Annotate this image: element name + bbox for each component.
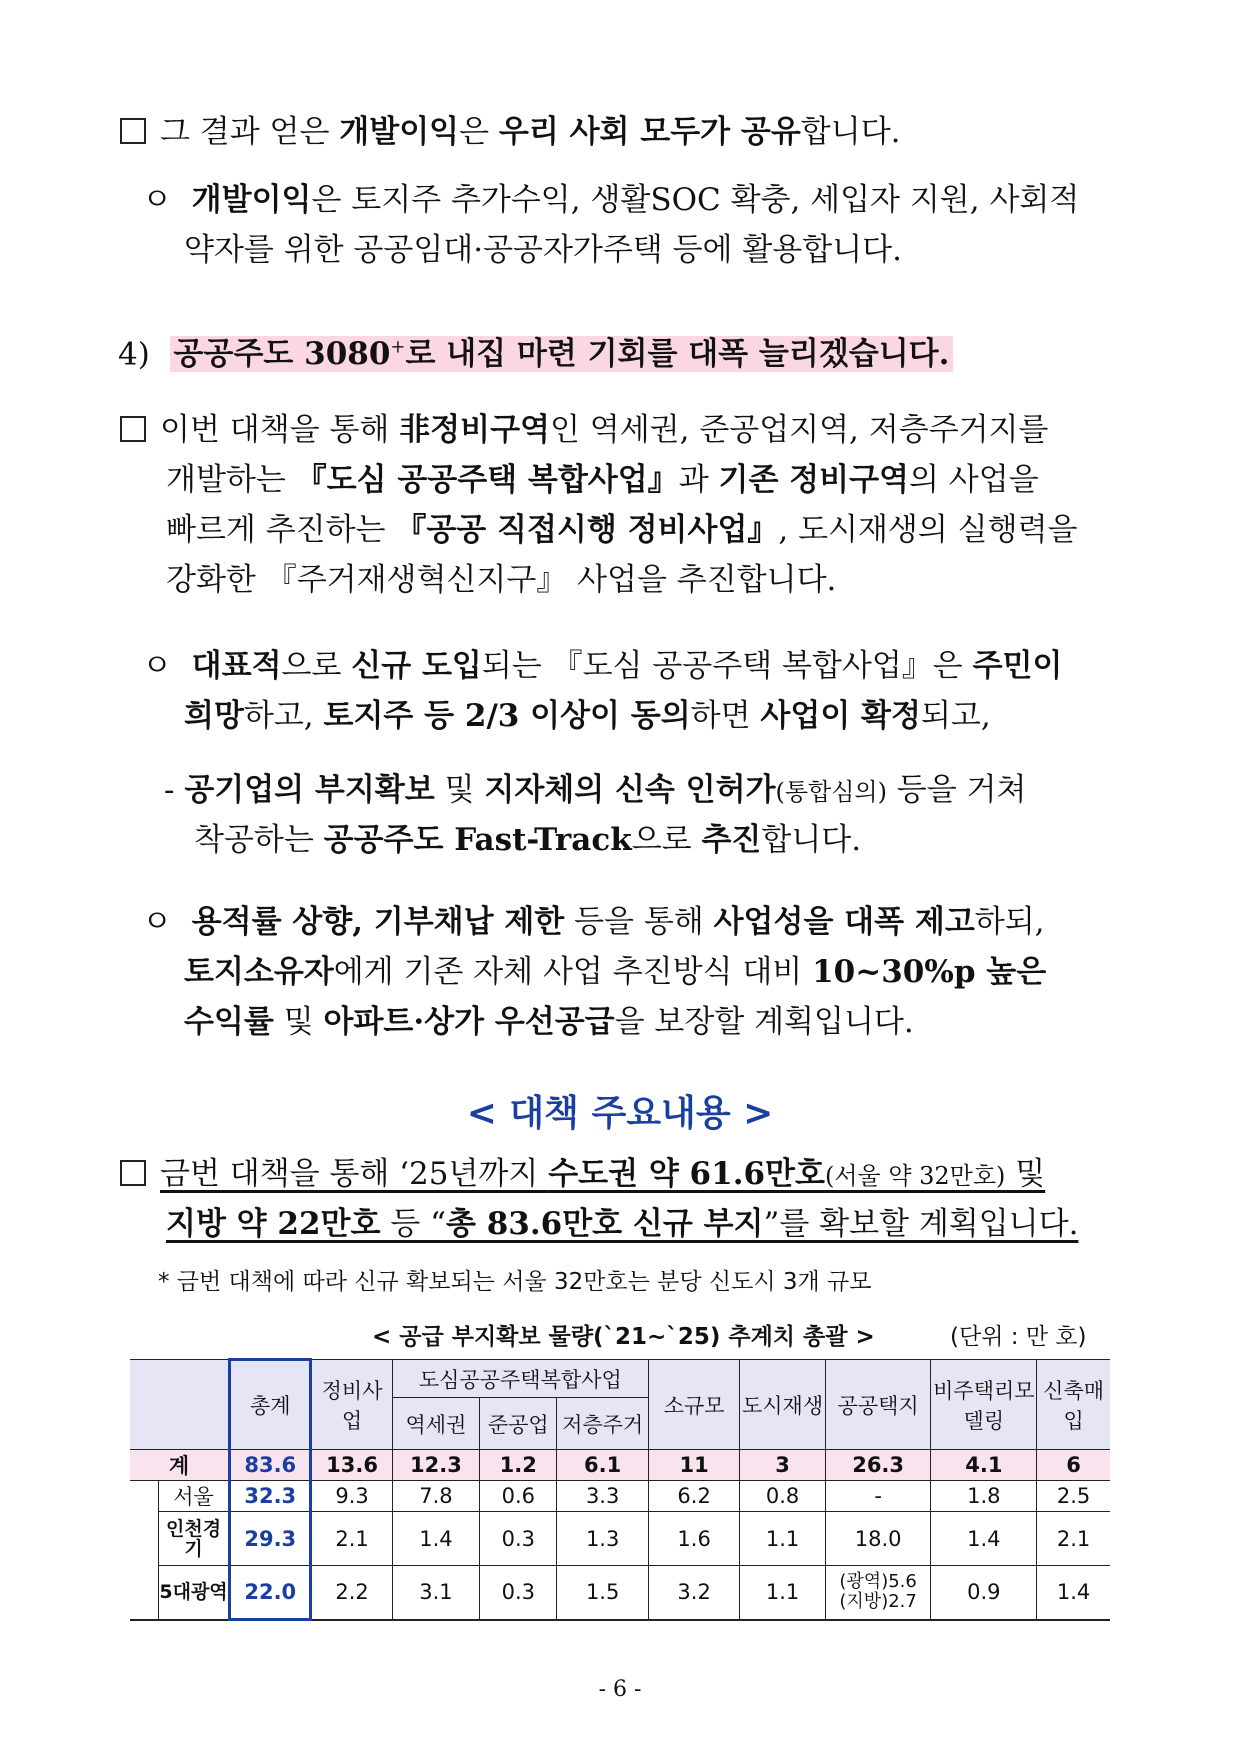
header-station: 역세권: [392, 1398, 479, 1450]
checkbox-square-icon: [120, 118, 146, 144]
heading-highlight: 공공주도 3080+로 내집 마련 기회를 대폭 늘리겠습니다.: [170, 336, 954, 372]
table-row-seoul: 서울 32.3 9.3 7.8 0.6 3.3 6.2 0.8 - 1.8 2.5: [130, 1481, 1110, 1512]
header-land: 공공택지: [825, 1360, 931, 1450]
paragraph-supply-l2: 지방 약 22만호 등 “총 83.6만호 신규 부지”를 확보할 계획입니다.: [166, 1206, 1079, 1242]
header-jungbi: 정비사업: [311, 1360, 392, 1450]
page-number: - 6 -: [598, 1677, 642, 1702]
paragraph-policy-l1: 이번 대책을 통해 非정비구역인 역세권, 준공업지역, 저층주거지를: [120, 410, 1048, 450]
paragraph-result: 그 결과 얻은 개발이익은 우리 사회 모두가 공유합니다.: [120, 112, 901, 152]
paragraph-policy-l3: 빠르게 추진하는 『공공 직접시행 정비사업』, 도시재생의 실행력을: [166, 512, 1078, 548]
header-total: 총계: [230, 1360, 311, 1450]
bullet-profitability-l2: 토지소유자에게 기존 자체 사업 추진방식 대비 10~30%p 높은: [184, 954, 1047, 990]
header-lowrise: 저층주거: [557, 1398, 648, 1450]
header-newbuy: 신축매입: [1037, 1360, 1110, 1450]
paragraph-policy-l2: 개발하는 『도심 공공주택 복합사업』과 기존 정비구역의 사업을: [166, 462, 1039, 498]
bullet-profitability-l3: 수익률 및 아파트·상가 우선공급을 보장할 계획입니다.: [184, 1004, 914, 1040]
table-row-metro: 5대광역 22.0 2.2 3.1 0.3 1.5 3.2 1.1 (광역)5.6 (지방)2.7 0.9 1.4: [130, 1566, 1110, 1620]
header-dosim: 도심공공주택복합사업: [392, 1360, 648, 1398]
header-blank: [130, 1360, 230, 1450]
dash-fast-track-l1: - 공기업의 부지확보 및 지자체의 신속 인허가(통합심의) 등을 거쳐: [164, 772, 1027, 808]
bullet-profitability-l1: ㅇ 용적률 상향, 기부채납 제한 등을 통해 사업성을 대폭 제고하되,: [142, 904, 1045, 940]
checkbox-square-icon: [120, 1160, 146, 1186]
paragraph-supply-l1: 금번 대책을 통해 ‘25년까지 수도권 약 61.6만호(서울 약 32만호) 및: [120, 1154, 1045, 1196]
bullet-profit-usage-line2: 약자를 위한 공공임대·공공자가주택 등에 활용합니다.: [184, 232, 902, 268]
table-unit: (단위 : 만 호): [950, 1324, 1087, 1350]
section-title: < 대책 주요내용 >: [466, 1093, 774, 1134]
header-small: 소규모: [648, 1360, 739, 1450]
paragraph-policy-l4: 강화한 『주거재생혁신지구』 사업을 추진합니다.: [166, 562, 837, 598]
footnote: * 금번 대책에 따라 신규 확보되는 서울 32만호는 분당 신도시 3개 규모: [158, 1269, 872, 1295]
bullet-new-project-l2: 희망하고, 토지주 등 2/3 이상이 동의하면 사업이 확정되고,: [184, 698, 991, 734]
table-row-total: 계 83.6 13.6 12.3 1.2 6.1 11 3 26.3 4.1 6: [130, 1450, 1110, 1481]
dash-fast-track-l2: 착공하는 공공주도 Fast-Track으로 추진합니다.: [194, 822, 862, 858]
checkbox-square-icon: [120, 416, 146, 442]
header-semi: 준공업: [480, 1398, 557, 1450]
table-title: < 공급 부지확보 물량(`21~`25) 추계치 총괄 >: [372, 1324, 875, 1350]
supply-table: [130, 1358, 1110, 1621]
section-heading-4: 4) 공공주도 3080+로 내집 마련 기회를 대폭 늘리겠습니다.: [118, 328, 953, 374]
header-urban: 도시재생: [740, 1360, 825, 1450]
bullet-new-project-l1: ㅇ 대표적으로 신규 도입되는 『도심 공공주택 복합사업』은 주민이: [142, 648, 1063, 684]
table-row-incheon: 인천경기 29.3 2.1 1.4 0.3 1.3 1.6 1.1 18.0 1.4 2.1: [130, 1512, 1110, 1566]
header-remodel: 비주택리모델링: [931, 1360, 1037, 1450]
bullet-profit-usage: ㅇ 개발이익은 토지주 추가수익, 생활SOC 확충, 세입자 지원, 사회적: [142, 182, 1080, 218]
